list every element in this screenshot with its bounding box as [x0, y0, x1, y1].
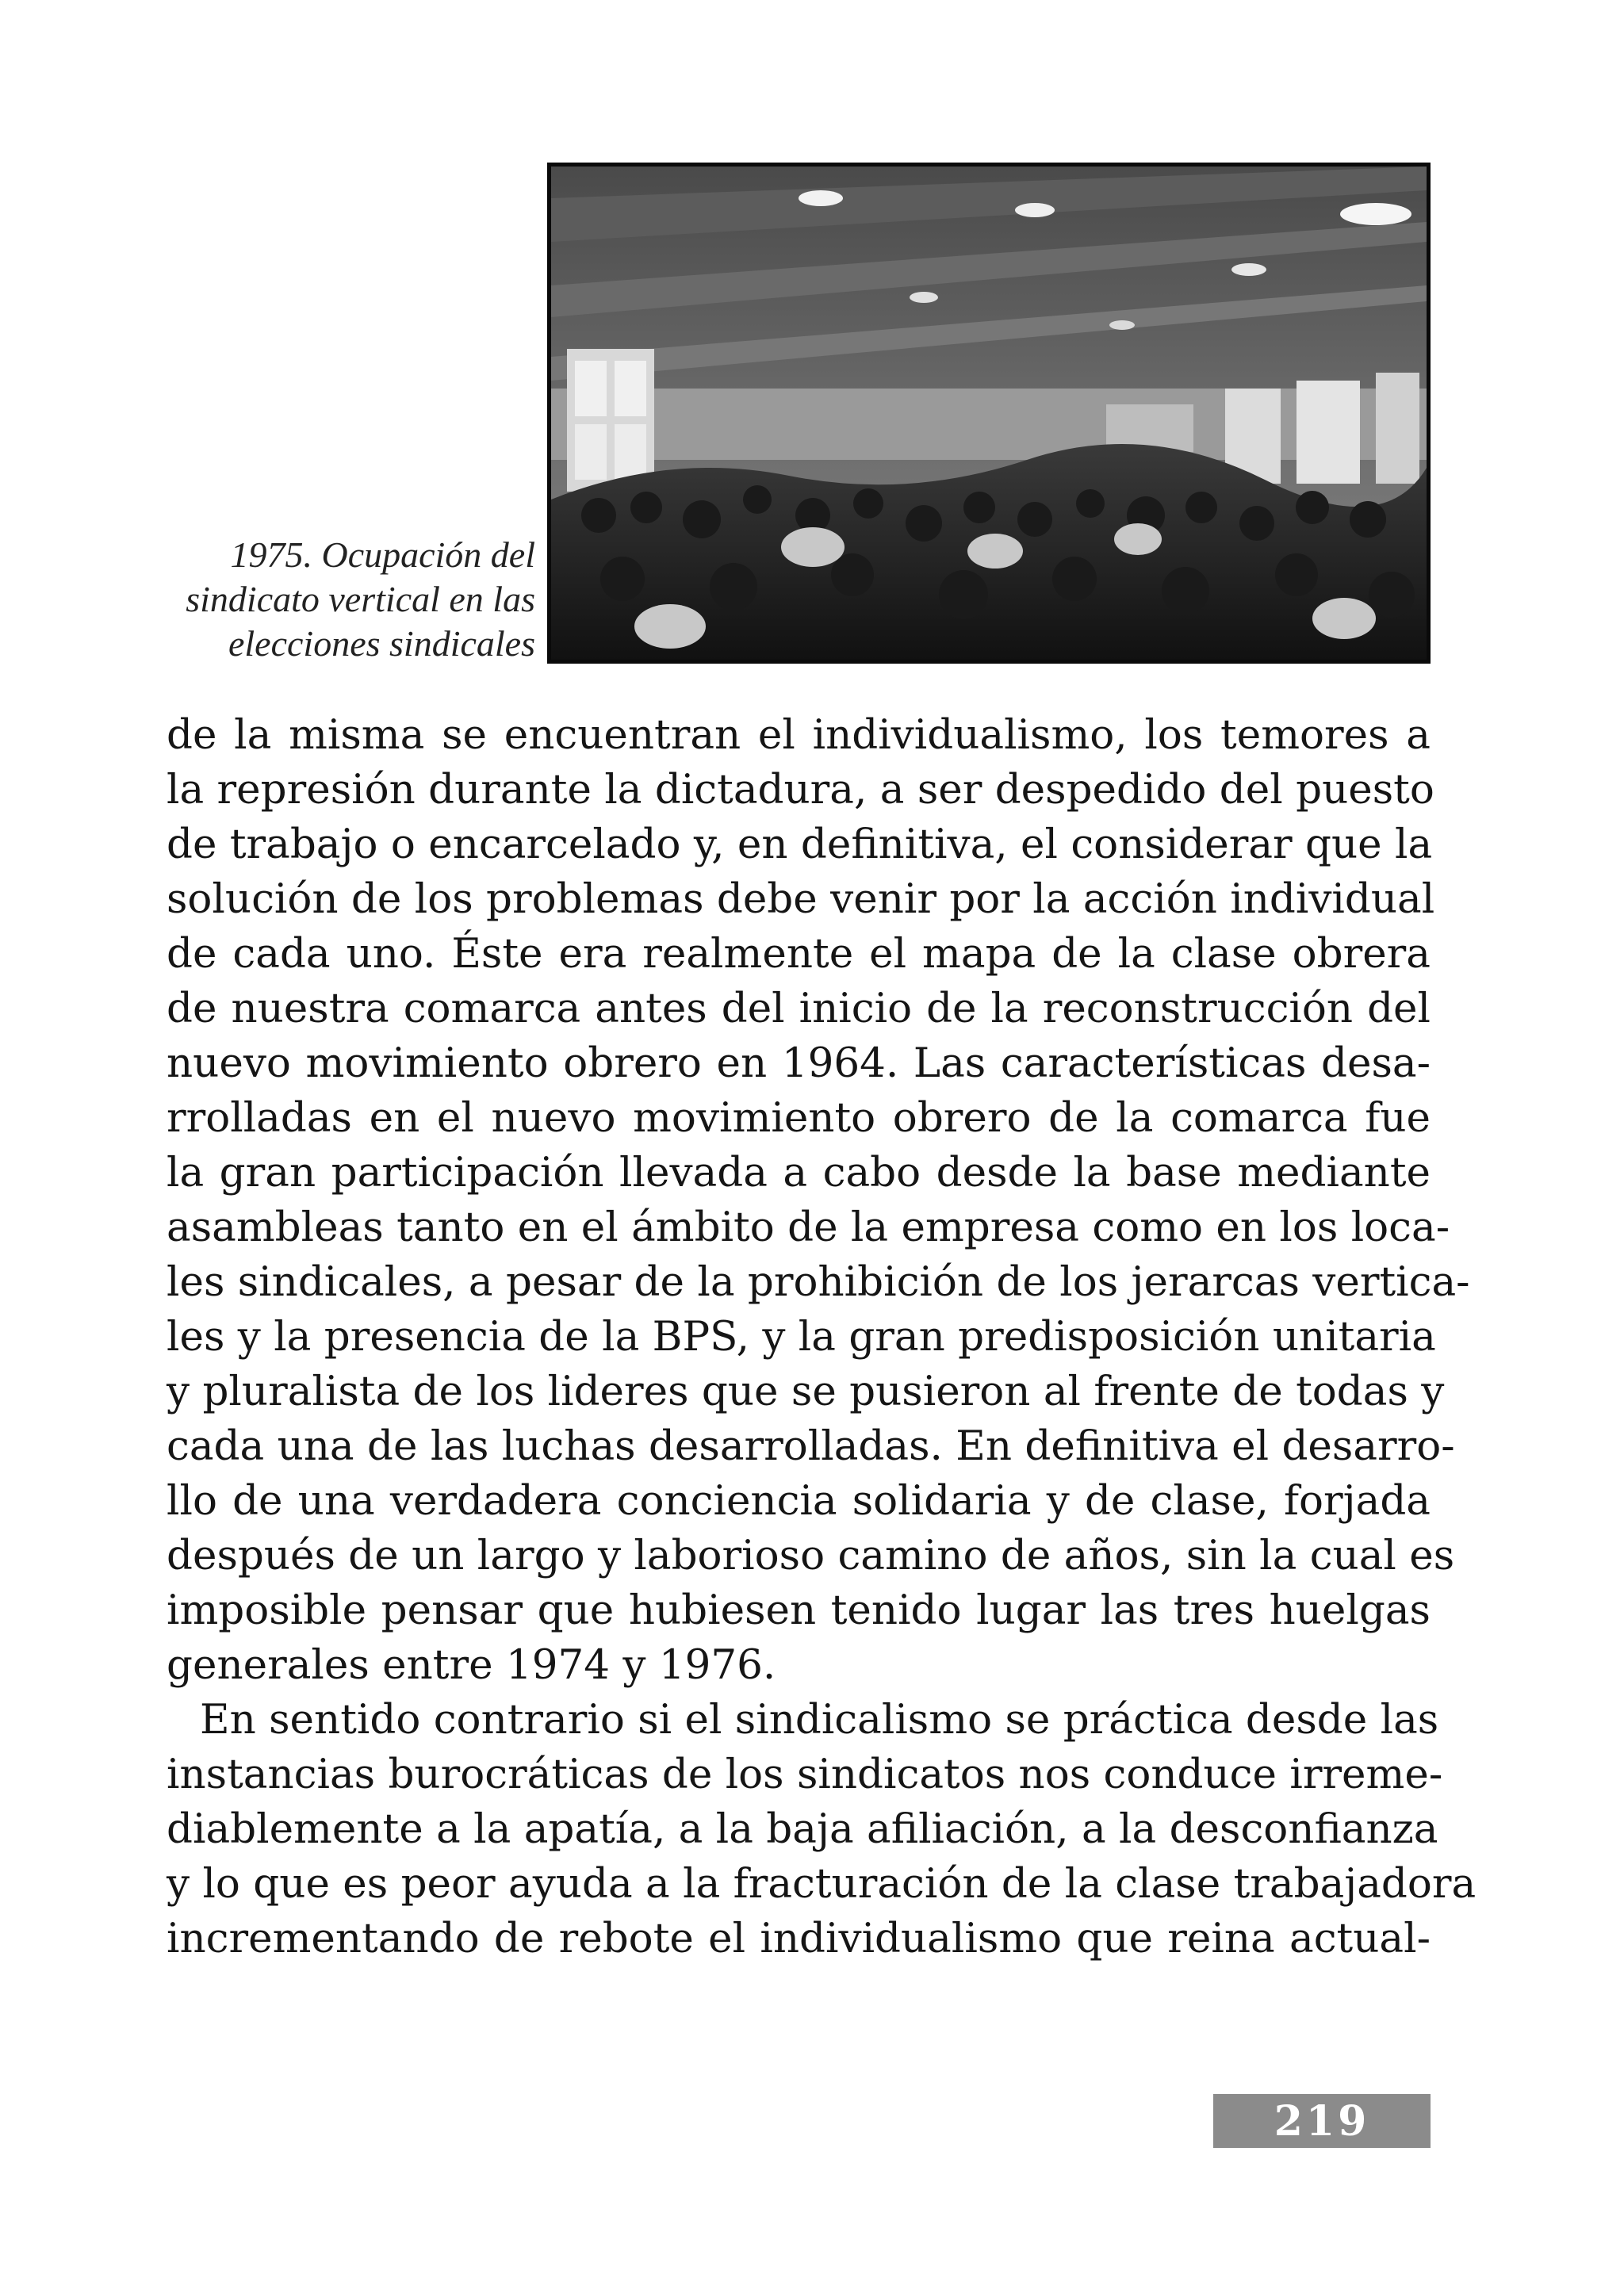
crowd-hall-image: [551, 167, 1427, 660]
caption-line: sindicato vertical en las: [186, 579, 535, 619]
text-line: les sindicales, a pesar de la prohibición de los jerarcas vertica-: [167, 1258, 1470, 1306]
assembly-photo: [547, 163, 1431, 664]
text-line: de la misma se encuentran el individualismo, los temores a: [167, 711, 1431, 759]
text-line: rrolladas en el nuevo movimiento obrero de la comarca fue: [167, 1094, 1431, 1142]
text-line: asambleas tanto en el ámbito de la empresa como en los loca-: [167, 1204, 1450, 1251]
text-line: cada una de las luchas desarrolladas. En definitiva el desarro-: [167, 1422, 1455, 1470]
text-line: llo de una verdadera conciencia solidaria y de clase, forjada: [167, 1477, 1431, 1525]
text-line: incrementando de rebote el individualismo que reina actual-: [167, 1915, 1431, 1962]
page-number: 219: [1274, 2096, 1370, 2146]
text-line: solución de los problemas debe venir por la acción individual: [167, 875, 1435, 923]
text-line: nuevo movimiento obrero en 1964. Las características desa-: [167, 1039, 1431, 1087]
text-line: y pluralista de los lideres que se pusieron al frente de todas y: [167, 1368, 1445, 1415]
text-line: la gran participación llevada a cabo desde la base mediante: [167, 1149, 1431, 1196]
text-line: En sentido contrario si el sindicalismo se práctica desde las: [200, 1696, 1439, 1744]
text-line: de trabajo o encarcelado y, en definitiva, el considerar que la: [167, 821, 1433, 868]
figure-caption: [119, 533, 535, 666]
text-line: de cada uno. Éste era realmente el mapa de la clase obrera: [167, 930, 1431, 978]
text-line: instancias burocráticas de los sindicatos nos conduce irreme-: [167, 1751, 1443, 1798]
text-line: y lo que es peor ayuda a la fracturación de la clase trabajadora: [167, 1860, 1477, 1908]
text-line: después de un largo y laborioso camino de años, sin la cual es: [167, 1532, 1455, 1579]
page-number-badge: [1213, 2094, 1431, 2148]
caption-line: elecciones sindicales: [228, 623, 535, 664]
text-line: les y la presencia de la BPS, y la gran predisposición unitaria: [167, 1313, 1436, 1361]
text-line: generales entre 1974 y 1976.: [167, 1641, 776, 1689]
text-line: de nuestra comarca antes del inicio de la reconstrucción del: [167, 985, 1431, 1032]
caption-line: 1975. Ocupación del: [230, 534, 535, 575]
text-line: diablemente a la apatía, a la baja afiliación, a la desconfianza: [167, 1805, 1438, 1853]
text-line: la represión durante la dictadura, a ser despedido del puesto: [167, 766, 1434, 814]
text-line: imposible pensar que hubiesen tenido lugar las tres huelgas: [167, 1587, 1431, 1634]
body-text: [167, 708, 1477, 1966]
